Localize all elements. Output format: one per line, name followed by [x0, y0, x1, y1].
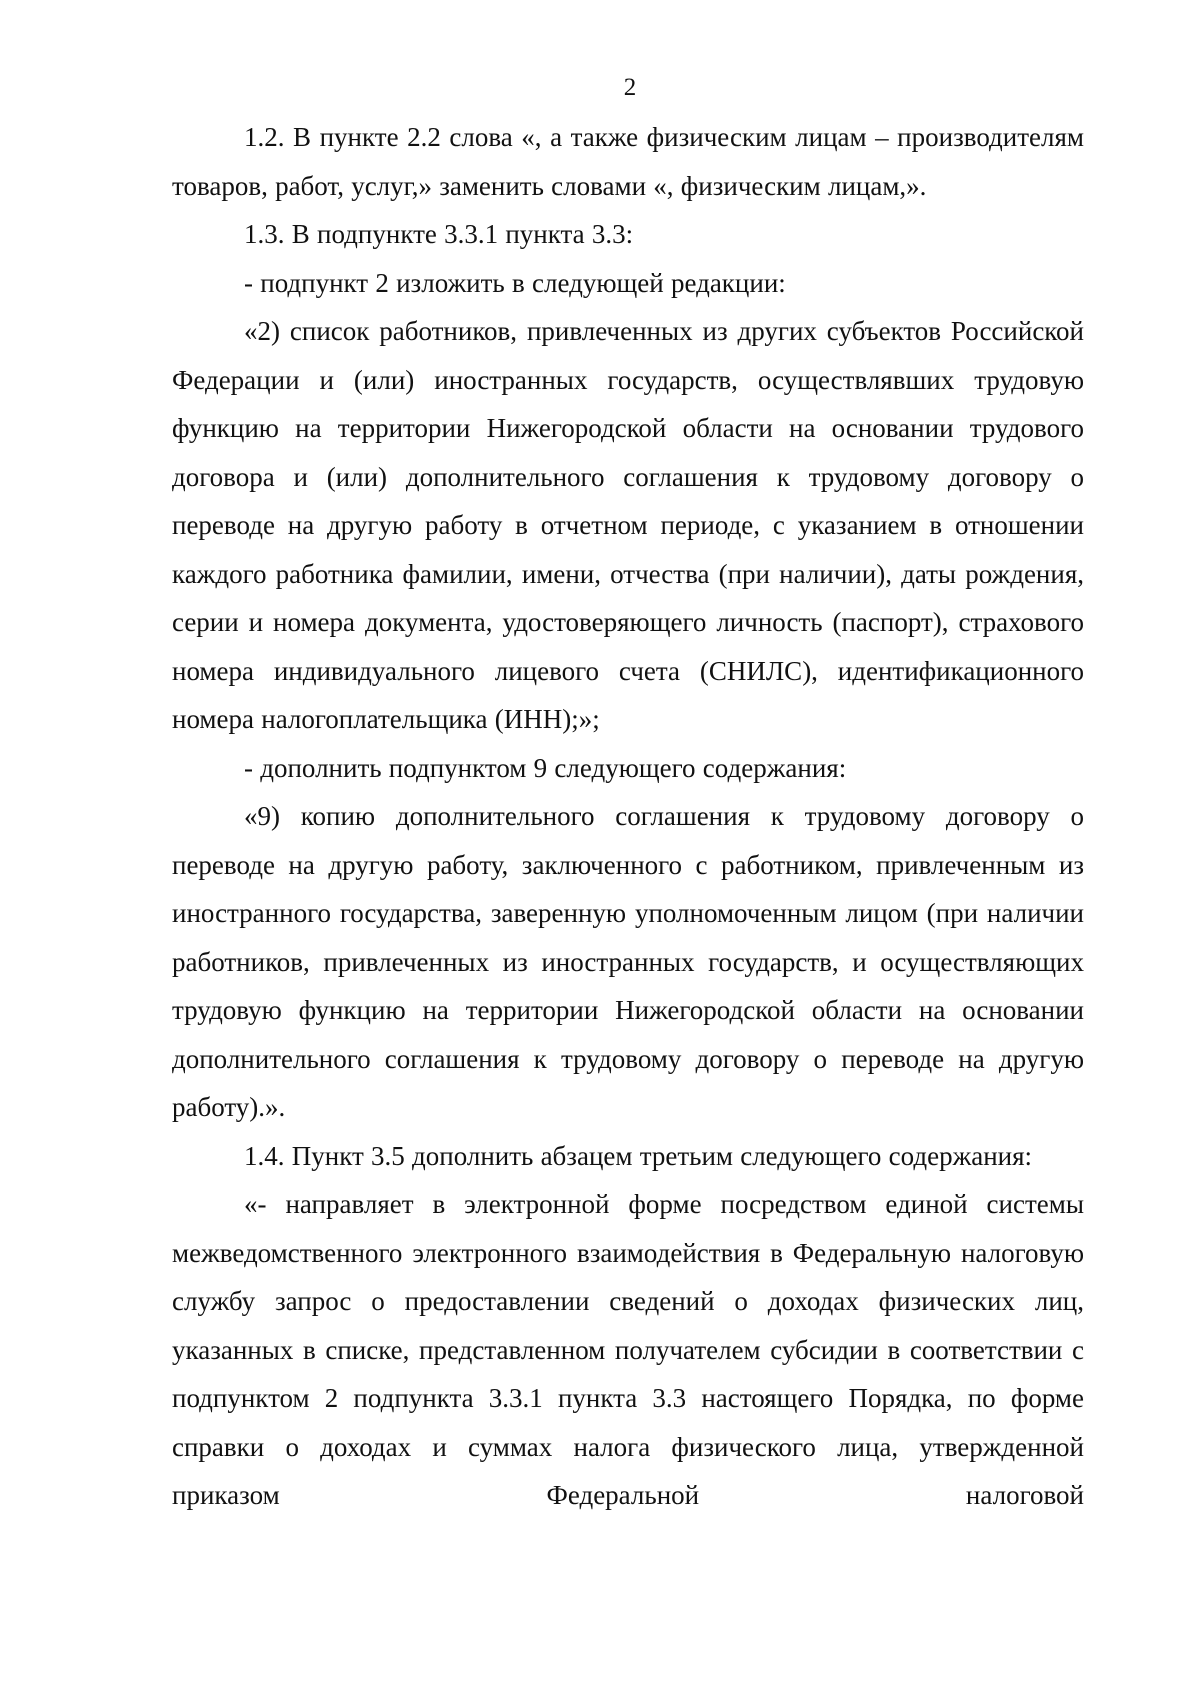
paragraph-subitem-9-text: «9) копию дополнительного соглашения к трудовому договору о переводе на другую работу, заключенного с работником, привлеченным из иностранного государства, заверенную уполномоченным лицом (при наличии работников, привлеченных из иностранных государств, и осуществляющих трудовую функцию на территории Нижегородской области на основании дополнительного соглашения к трудовому договору о переводе на другую работу).».: [172, 801, 1084, 1122]
paragraph-subitem-2-text: «2) список работников, привлеченных из других субъектов Российской Федерации и (или) иностранных государств, осуществлявших трудовую функцию на территории Нижегородской области на основании трудового договора и (или) дополнительного соглашения к трудовому договору о переводе на другую работу в отчетном периоде, с указанием в отношении каждого работника фамилии, имени, отчества (при наличии), даты рождения, серии и номера документа, удостоверяющего личность (паспорт), страхового номера индивидуального лицевого счета (СНИЛС), идентификационного номера налогоплательщика (ИНН);»;: [172, 316, 1084, 734]
paragraph-1-4-text: «- направляет в электронной форме посредством единой системы межведомственного электронного взаимодействия в Федеральную налоговую службу запрос о предоставлении сведений о доходах физических лиц, указанных в списке, представленном получателем субсидии в соответствии с подпунктом 2 подпункта 3.3.1 пункта 3.3 настоящего Порядка, по форме справки о доходах и суммах налога физического лица, утвержденной приказом Федеральной налоговой: [172, 1189, 1084, 1510]
paragraph-1-2: 1.2. В пункте 2.2 слова «, а также физическим лицам – производителям товаров, работ, услуг,» заменить словами «, физическим лицам,».: [172, 122, 1084, 201]
document-body: [172, 113, 1084, 1520]
page-number: 2: [623, 74, 637, 101]
paragraph-subitem-2-intro: - подпункт 2 изложить в следующей редакции:: [244, 267, 786, 298]
paragraph-1-4: 1.4. Пункт 3.5 дополнить абзацем третьим следующего содержания:: [244, 1140, 1033, 1171]
paragraph-subitem-9-intro: - дополнить подпунктом 9 следующего содержания:: [244, 752, 847, 783]
paragraph-1-3: 1.3. В подпункте 3.3.1 пункта 3.3:: [244, 219, 634, 249]
